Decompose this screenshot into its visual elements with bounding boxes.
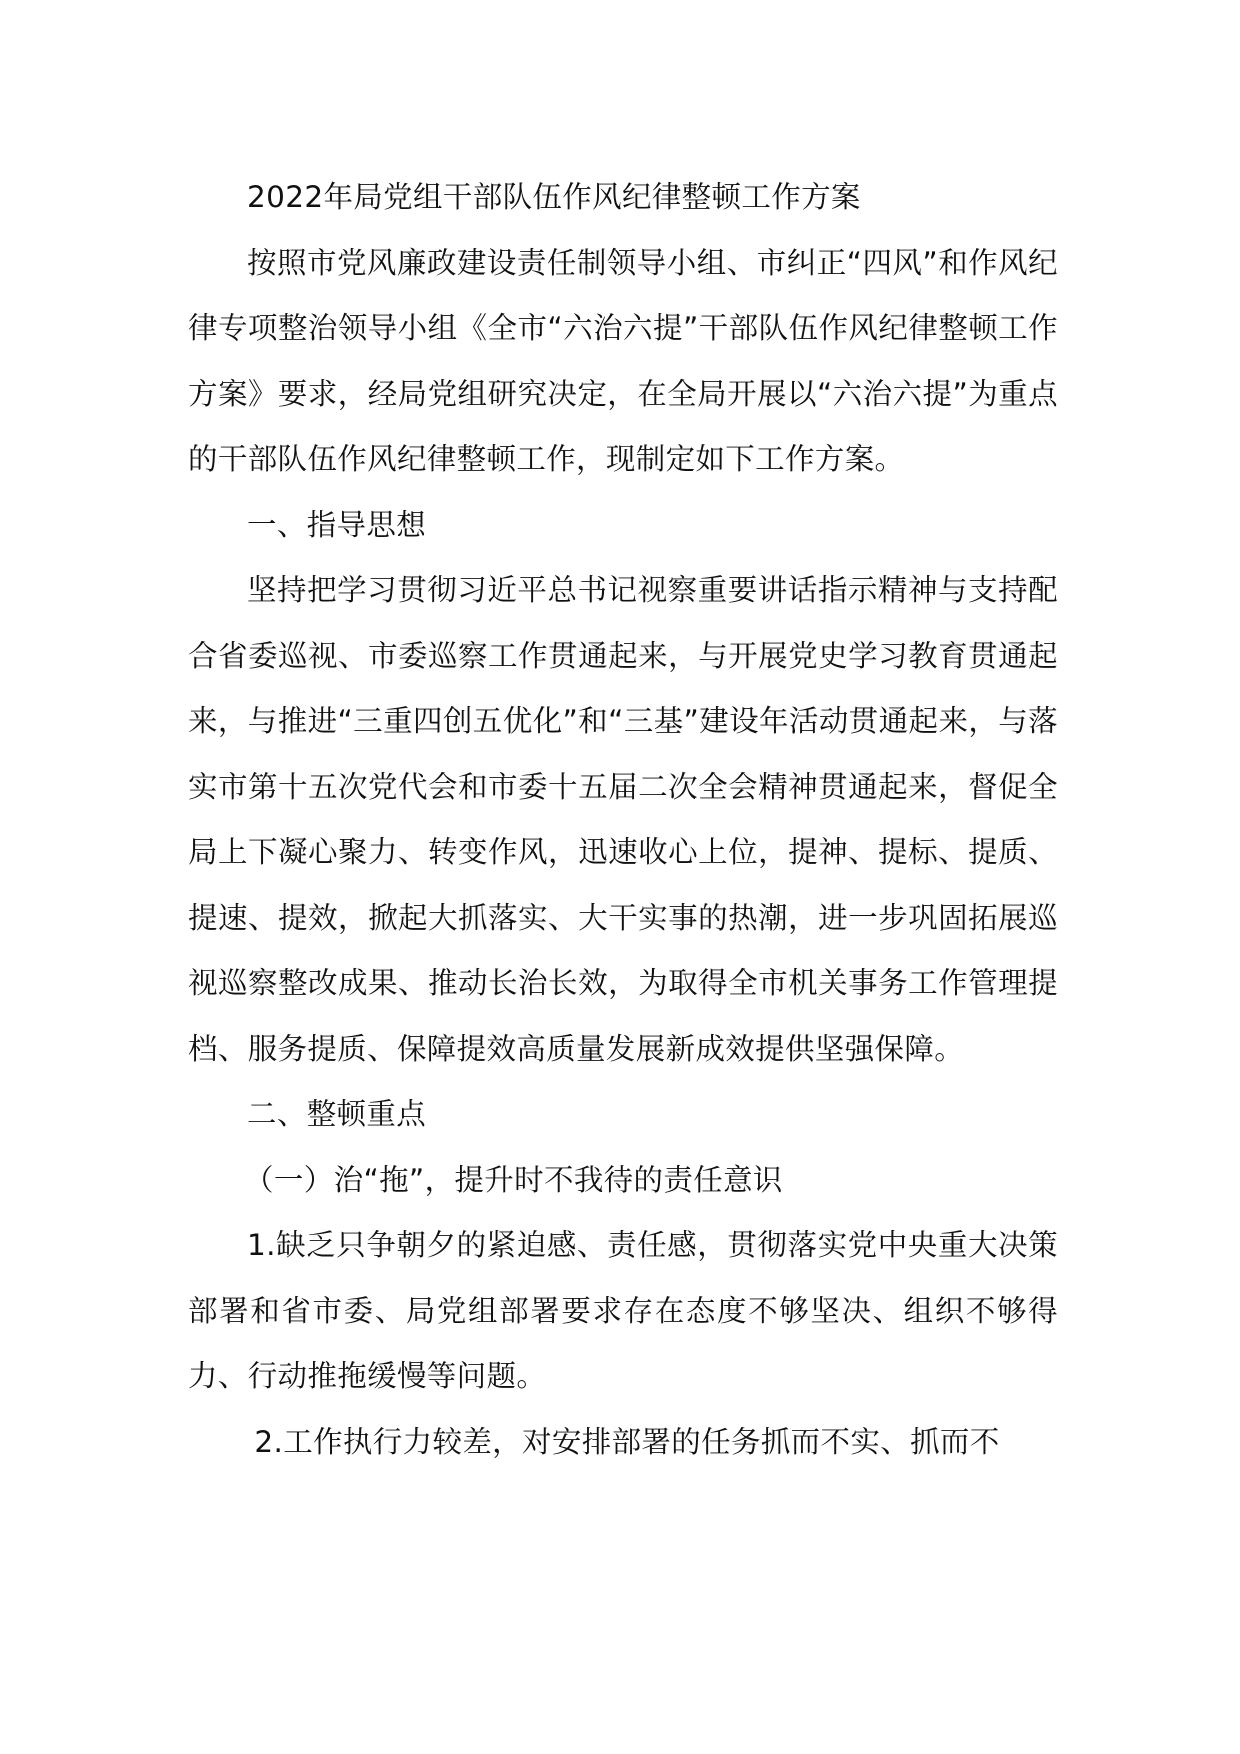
item-2-paragraph: 2.工作执行力较差，对安排部署的任务抓而不实、抓而不 xyxy=(254,1424,1000,1459)
section-heading-guiding-ideology: 一、指导思想 xyxy=(247,507,427,542)
subsection-heading-tuo: （一）治“拖”，提升时不我待的责任意识 xyxy=(244,1162,783,1197)
document-title: 2022年局党组干部队伍作风纪律整顿工作方案 xyxy=(247,180,861,214)
guiding-ideology-paragraph: 坚持把学习贯彻习近平总书记视察重要讲话指示精神与支持配合省委巡视、市委巡察工作贯通起来，与开展党史学习教育贯通起来，与推进“三重四创五优化”和“三基”建设年活动贯通起来，与落实市第十五次党代会和市委十五届二次全会精神贯通起来，督促全局上下凝心聚力、转变作风，迅速收心上位，提神、提标、提质、提速、提效，掀起大抓落实、大干实事的热潮，进一步巩固拓展巡视巡察整改成果、推动长治长效，为取得全市机关事务工作管理提档、服务提质、保障提效高质量发展新成效提供坚强保障。 xyxy=(188,573,1058,1066)
intro-paragraph: 按照市党风廉政建设责任制领导小组、市纠正“四风”和作风纪律专项整治领导小组《全市“六治六提”干部队伍作风纪律整顿工作方案》要求，经局党组研究决定，在全局开展以“六治六提”为重点的干部队伍作风纪律整顿工作，现制定如下工作方案。 xyxy=(188,245,1058,476)
document-page xyxy=(188,165,1058,1475)
item-1-paragraph: 1.缺乏只争朝夕的紧迫感、责任感，贯彻落实党中央重大决策部署和省市委、局党组部署要求存在态度不够坚决、组织不够得力、行动推拖缓慢等问题。 xyxy=(188,1228,1058,1393)
section-heading-rectification-focus: 二、整顿重点 xyxy=(247,1097,427,1131)
